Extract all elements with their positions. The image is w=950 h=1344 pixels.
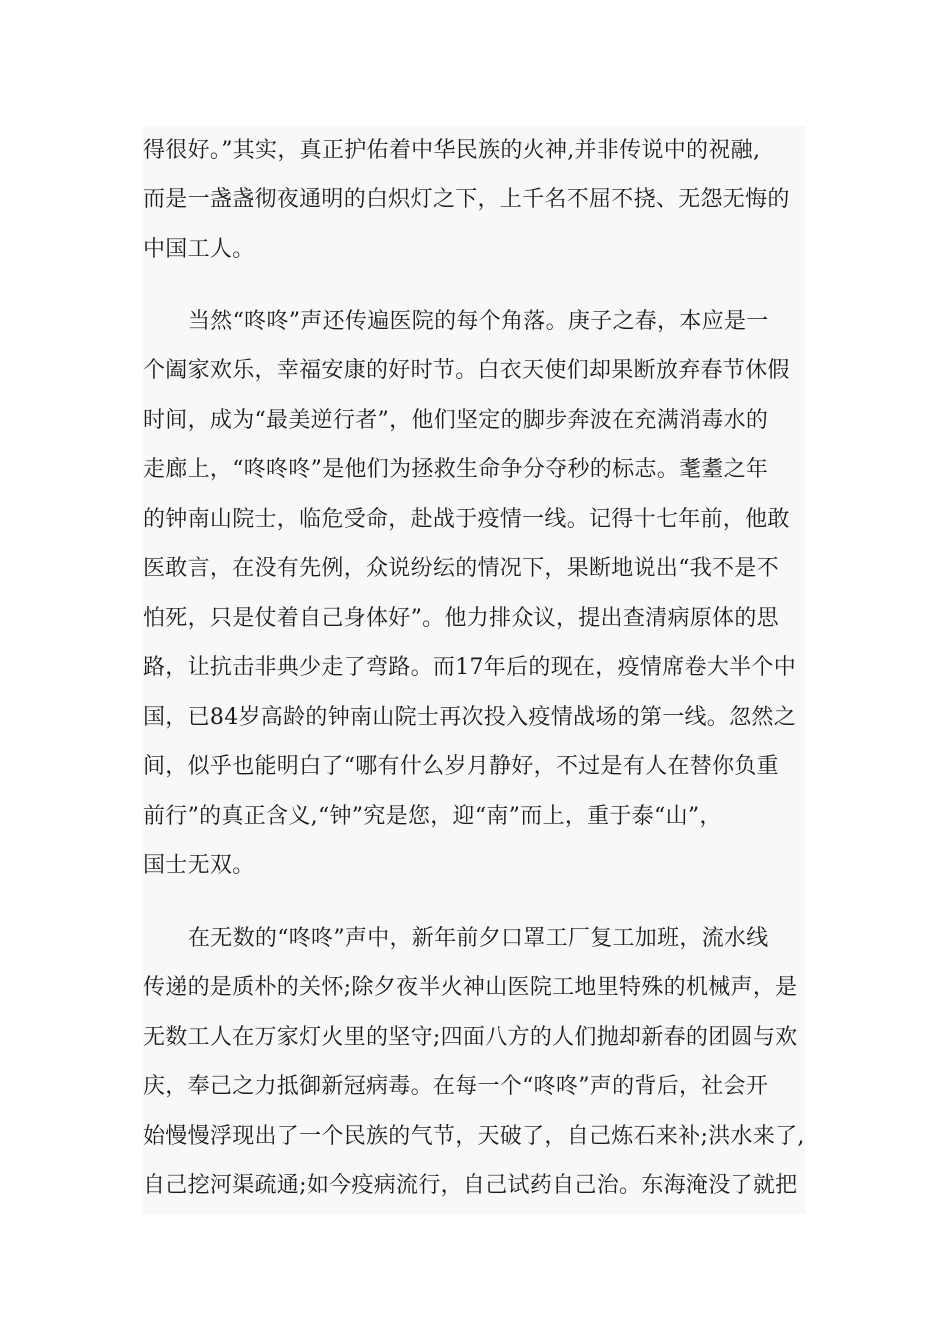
text-line: 间，似乎也能明白了“哪有什么岁月静好，不过是有人在替你负重 xyxy=(143,754,779,779)
text-line: 国士无双。 xyxy=(143,853,255,878)
paragraph-first-line: 在无数的“咚咚”声中，新年前夕口罩工厂复工加班，流水线 xyxy=(188,926,769,951)
text-line: 得很好。”其实，真正护佑着中华民族的火神,并非传说中的祝融, xyxy=(143,138,761,163)
text-line: 庆，奉己之力抵御新冠病毒。在每一个“咚咚”声的背后，社会开 xyxy=(143,1074,769,1099)
text-line: 的钟南山院士，临危受命，赴战于疫情一线。记得十七年前，他敢 xyxy=(143,507,790,532)
paragraph-first-line: 当然“咚咚”声还传遍医院的每个角落。庚子之春，本应是一 xyxy=(188,309,769,334)
text-line: 中国工人。 xyxy=(143,237,255,262)
text-line: 前行”的真正含义,“钟”究是您，迎“南”而上，重于泰“山”， xyxy=(143,804,722,829)
document-body xyxy=(143,126,805,1214)
text-line: 自己挖河渠疏通;如今疫病流行，自己试药自己治。东海淹没了就把 xyxy=(143,1173,798,1198)
text-line: 个阖家欢乐，幸福安康的好时节。白衣天使们却果断放弃春节休假 xyxy=(143,358,790,383)
text-line: 医敢言，在没有先例，众说纷纭的情况下，果断地说出“我不是不 xyxy=(143,556,779,581)
text-line: 无数工人在万家灯火里的坚守;四面八方的人们抛却新春的团圆与欢 xyxy=(143,1025,798,1050)
text-line: 怕死，只是仗着自己身体好”。他力排众议，提出查清病原体的思 xyxy=(143,606,779,631)
text-line: 路，让抗击非典少走了弯路。而17年后的现在，疫情席卷大半个中 xyxy=(143,655,796,680)
text-line: 时间，成为“最美逆行者”，他们坚定的脚步奔波在充满消毒水的 xyxy=(143,408,769,433)
text-line: 走廊上，“咚咚咚”是他们为拯救生命争分夺秒的标志。耄耋之年 xyxy=(143,457,769,482)
text-line: 传递的是质朴的关怀;除夕夜半火神山医院工地里特殊的机械声，是 xyxy=(143,975,798,1000)
text-line: 始慢慢浮现出了一个民族的气节，天破了，自己炼石来补;洪水来了, xyxy=(143,1124,805,1149)
text-line: 而是一盏盏彻夜通明的白炽灯之下，上千名不屈不挠、无怨无悔的 xyxy=(143,187,790,212)
text-line: 国，已84岁高龄的钟南山院士再次投入疫情战场的第一线。忽然之 xyxy=(143,705,796,730)
